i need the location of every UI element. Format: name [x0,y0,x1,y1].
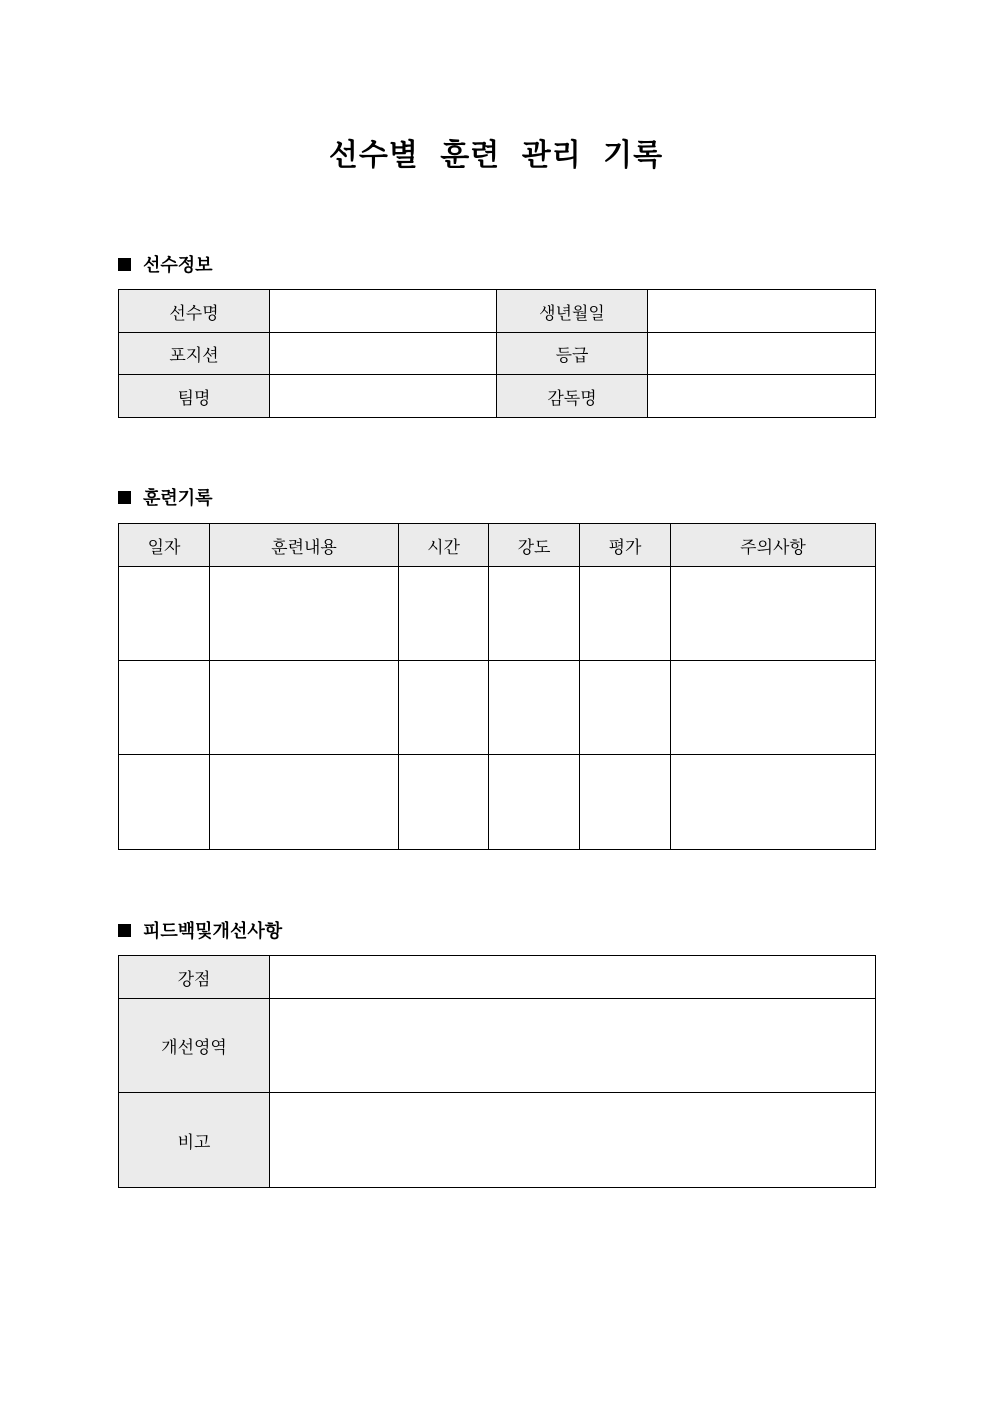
content-cell[interactable] [210,755,399,850]
section-heading-training-log [118,485,213,509]
date-cell[interactable] [119,567,210,661]
grade-label: 등급 [497,333,648,375]
coach-name-label: 감독명 [497,375,648,418]
intensity-cell[interactable] [489,661,580,755]
page-title: 선수별 훈련 관리 기록 [328,138,664,173]
intensity-cell[interactable] [489,755,580,850]
strengths-label: 강점 [119,956,270,999]
section-heading-label: 훈련기록 [143,488,213,509]
feedback-table [118,955,876,1188]
date-cell[interactable] [119,661,210,755]
remarks-field[interactable] [270,1093,876,1188]
evaluation-cell[interactable] [580,755,671,850]
evaluation-cell[interactable] [580,661,671,755]
column-header-date: 일자 [119,524,210,567]
improvement-areas-field[interactable] [270,999,876,1093]
table-row [119,755,876,850]
player-name-field[interactable] [270,290,497,333]
improvement-areas-label: 개선영역 [119,999,270,1093]
team-name-field[interactable] [270,375,497,418]
time-cell[interactable] [399,661,489,755]
position-field[interactable] [270,333,497,375]
column-header-content: 훈련내용 [210,524,399,567]
square-bullet-icon [118,258,131,271]
grade-field[interactable] [648,333,876,375]
remarks-label: 비고 [119,1093,270,1188]
notes-cell[interactable] [671,661,876,755]
column-header-time: 시간 [399,524,489,567]
date-cell[interactable] [119,755,210,850]
content-cell[interactable] [210,567,399,661]
section-heading-player-info [118,252,213,276]
time-cell[interactable] [399,755,489,850]
square-bullet-icon [118,491,131,504]
table-row [119,661,876,755]
column-header-evaluation: 평가 [580,524,671,567]
column-header-intensity: 강도 [489,524,580,567]
table-row [119,375,876,418]
table-row [119,567,876,661]
section-heading-label: 피드백및개선사항 [143,921,283,942]
position-label: 포지션 [119,333,270,375]
section-heading-feedback [118,918,282,942]
strengths-field[interactable] [270,956,876,999]
table-row [119,1093,876,1188]
team-name-label: 팀명 [119,375,270,418]
evaluation-cell[interactable] [580,567,671,661]
section-heading-label: 선수정보 [143,255,213,276]
notes-cell[interactable] [671,755,876,850]
intensity-cell[interactable] [489,567,580,661]
square-bullet-icon [118,924,131,937]
player-info-table [118,289,876,418]
table-header-row [119,524,876,567]
table-row [119,333,876,375]
notes-cell[interactable] [671,567,876,661]
coach-name-field[interactable] [648,375,876,418]
column-header-notes: 주의사항 [671,524,876,567]
player-name-label: 선수명 [119,290,270,333]
table-row [119,999,876,1093]
birthdate-field[interactable] [648,290,876,333]
training-log-table [118,523,876,850]
birthdate-label: 생년월일 [497,290,648,333]
table-row [119,956,876,999]
time-cell[interactable] [399,567,489,661]
table-row [119,290,876,333]
content-cell[interactable] [210,661,399,755]
